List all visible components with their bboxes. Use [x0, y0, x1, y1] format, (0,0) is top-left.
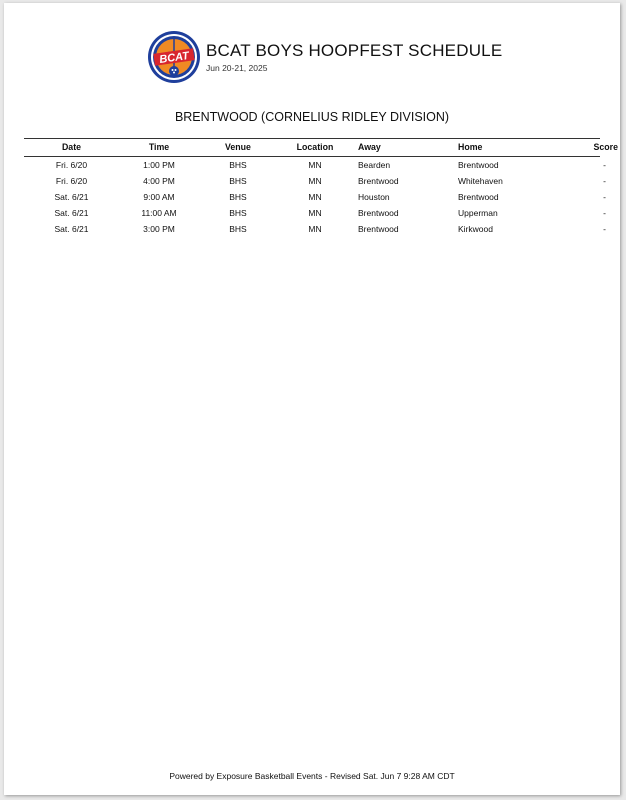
game-time: 4:00 PM: [143, 176, 175, 186]
game-time: 9:00 AM: [143, 192, 175, 202]
page-footer: Powered by Exposure Basketball Events - Revised Sat. Jun 7 9:28 AM CDT: [169, 771, 455, 781]
game-location: MN: [308, 208, 322, 218]
game-venue: BHS: [229, 224, 247, 234]
page-title: BCAT BOYS HOOPFEST SCHEDULE: [206, 41, 503, 60]
home-team: Whitehaven: [458, 176, 503, 186]
column-header-venue: Venue: [225, 142, 251, 152]
game-location: MN: [308, 224, 322, 234]
bcat-logo-icon: [146, 29, 202, 85]
game-date: Sat. 6/21: [54, 208, 89, 218]
game-location: MN: [308, 192, 322, 202]
column-header-date: Date: [61, 142, 82, 152]
home-team: Brentwood: [458, 160, 499, 170]
game-date: Fri. 6/20: [55, 176, 88, 186]
game-score: -: [603, 208, 606, 218]
table-header: [24, 138, 618, 157]
logo-text: BCAT: [158, 49, 190, 67]
game-venue: BHS: [229, 160, 247, 170]
column-header-score: Score: [593, 142, 618, 152]
away-team: Brentwood: [358, 176, 399, 186]
table-row: [24, 189, 606, 205]
game-venue: BHS: [229, 208, 247, 218]
away-team: Brentwood: [358, 224, 399, 234]
game-score: -: [603, 224, 606, 234]
game-date: Fri. 6/20: [55, 160, 88, 170]
game-date: Sat. 6/21: [54, 192, 89, 202]
column-header-away: Away: [358, 142, 381, 152]
away-team: Brentwood: [358, 208, 399, 218]
game-score: -: [603, 176, 606, 186]
game-time: 1:00 PM: [143, 160, 175, 170]
game-location: MN: [308, 176, 322, 186]
table-row: [24, 173, 606, 189]
game-time: 11:00 AM: [141, 208, 177, 218]
column-header-home: Home: [458, 142, 483, 152]
game-location: MN: [308, 160, 322, 170]
table-row: [24, 157, 606, 173]
table-row: [24, 205, 606, 221]
schedule-table: [24, 138, 618, 237]
away-team: Bearden: [358, 160, 391, 170]
game-venue: BHS: [229, 192, 247, 202]
table-row: [24, 221, 606, 237]
home-team: Brentwood: [458, 192, 499, 202]
game-date: Sat. 6/21: [54, 224, 89, 234]
game-venue: BHS: [229, 176, 247, 186]
event-dates: Jun 20-21, 2025: [206, 63, 268, 73]
game-score: -: [603, 160, 606, 170]
schedule-page: [4, 3, 620, 795]
column-header-location: Location: [296, 142, 334, 152]
game-score: -: [603, 192, 606, 202]
home-team: Upperman: [458, 208, 498, 218]
game-time: 3:00 PM: [143, 224, 175, 234]
home-team: Kirkwood: [458, 224, 493, 234]
column-header-time: Time: [148, 142, 170, 152]
away-team: Houston: [358, 192, 390, 202]
division-heading: BRENTWOOD (CORNELIUS RIDLEY DIVISION): [174, 110, 450, 124]
